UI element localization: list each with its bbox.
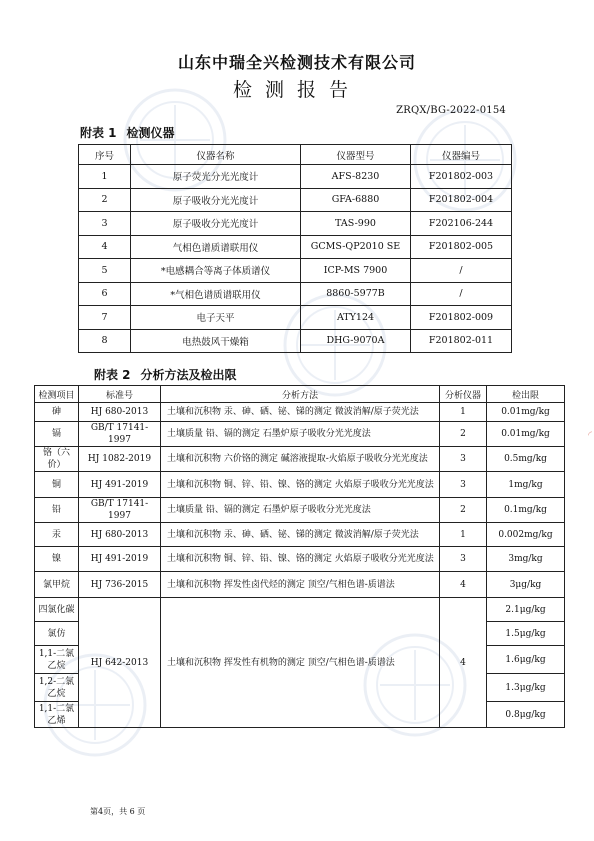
analysis-method: 土壤和沉积物 六价铬的测定 碱溶液提取-火焰原子吸收分光光度法 [161, 447, 440, 472]
instrument-name: 原子荧光分光光度计 [131, 165, 301, 189]
standard-number: HJ 491-2019 [79, 472, 161, 498]
instrument-model: ATY124 [301, 306, 411, 330]
analysis-method: 土壤和沉积物 汞、砷、硒、铋、锑的测定 微波消解/原子荧光法 [161, 403, 440, 422]
standard-number: HJ 491-2019 [79, 547, 161, 572]
table1-heading [80, 124, 175, 141]
table-row [79, 188, 512, 212]
row-index: 6 [79, 282, 131, 306]
instrument-id: F202106-244 [411, 212, 512, 236]
column-header: 仪器名称 [131, 145, 301, 165]
analysis-method: 土壤和沉积物 汞、砷、硒、铋、锑的测定 微波消解/原子荧光法 [161, 523, 440, 547]
test-item: 镉 [35, 422, 79, 447]
instrument-id: F201802-009 [411, 306, 512, 330]
table2-heading [94, 366, 237, 383]
instrument-name: 原子吸收分光光度计 [131, 188, 301, 212]
analysis-method: 土壤和沉积物 挥发性卤代烃的测定 顶空/气相色谱-质谱法 [161, 572, 440, 598]
table-header-row [79, 145, 512, 165]
table-row [35, 498, 565, 523]
instrument-id: F201802-005 [411, 235, 512, 259]
report-title: 检测报告 [232, 79, 361, 101]
detection-limit: 0.5mg/kg [487, 447, 565, 472]
instrument-name: 电子天平 [131, 306, 301, 330]
analysis-method: 土壤质量 铅、镉的测定 石墨炉原子吸收分光光度法 [161, 422, 440, 447]
standard-number: GB/T 17141-1997 [79, 498, 161, 523]
analysis-instrument: 4 [440, 598, 487, 728]
standard-number: HJ 1082-2019 [79, 447, 161, 472]
test-item: 1,1-二氯乙烯 [35, 702, 79, 728]
row-index: 8 [79, 329, 131, 353]
column-header: 分析方法 [161, 386, 440, 403]
test-item: 镍 [35, 547, 79, 572]
table-row [35, 572, 565, 598]
table-header-row [35, 386, 565, 403]
table-row [79, 282, 512, 306]
instrument-model: TAS-990 [301, 212, 411, 236]
row-index: 3 [79, 212, 131, 236]
table-row [35, 598, 565, 622]
column-header: 标准号 [79, 386, 161, 403]
column-header: 分析仪器 [440, 386, 487, 403]
table-row [79, 212, 512, 236]
test-item: 铅 [35, 498, 79, 523]
instrument-model: 8860-5977B [301, 282, 411, 306]
row-index: 5 [79, 259, 131, 283]
standard-number: HJ 680-2013 [79, 403, 161, 422]
detection-limit: 3μg/kg [487, 572, 565, 598]
analysis-method: 土壤和沉积物 铜、锌、铅、镍、铬的测定 火焰原子吸收分光光度法 [161, 472, 440, 498]
page-footer: 第4页，共 6 页 [90, 807, 146, 816]
analysis-instrument: 3 [440, 547, 487, 572]
analysis-instrument: 2 [440, 422, 487, 447]
column-header: 检出限 [487, 386, 565, 403]
table2-label-title: 分析方法及检出限 [140, 368, 237, 382]
analysis-instrument: 1 [440, 523, 487, 547]
analysis-instrument: 1 [440, 403, 487, 422]
analysis-method: 土壤和沉积物 铜、锌、铅、镍、铬的测定 火焰原子吸收分光光度法 [161, 547, 440, 572]
table-row [35, 403, 565, 422]
table-row [79, 329, 512, 353]
instrument-model: AFS-8230 [301, 165, 411, 189]
table-row [35, 422, 565, 447]
table1-label-no: 附表 1 [80, 126, 117, 140]
instrument-model: ICP-MS 7900 [301, 259, 411, 283]
instrument-model: GFA-6880 [301, 188, 411, 212]
detection-limit: 0.01mg/kg [487, 403, 565, 422]
table-row [79, 259, 512, 283]
standard-number: HJ 680-2013 [79, 523, 161, 547]
detection-limit: 0.1mg/kg [487, 498, 565, 523]
instrument-name: *电感耦合等离子体质谱仪 [131, 259, 301, 283]
table2-label-no: 附表 2 [94, 368, 131, 382]
table-row [35, 523, 565, 547]
table-row [79, 165, 512, 189]
standard-number: GB/T 17141-1997 [79, 422, 161, 447]
column-header: 仪器编号 [411, 145, 512, 165]
report-number: ZRQX/BG-2022-0154 [396, 105, 506, 116]
table-row [79, 235, 512, 259]
table-row [35, 547, 565, 572]
instrument-id: F201802-003 [411, 165, 512, 189]
test-item: 铬（六价） [35, 447, 79, 472]
detection-limit: 1.3μg/kg [487, 674, 565, 702]
analysis-method: 土壤和沉积物 挥发性有机物的测定 顶空/气相色谱-质谱法 [161, 598, 440, 728]
analysis-instrument: 3 [440, 447, 487, 472]
standard-number: HJ 736-2015 [79, 572, 161, 598]
detection-limit: 3mg/kg [487, 547, 565, 572]
instrument-name: 原子吸收分光光度计 [131, 212, 301, 236]
analysis-instrument: 2 [440, 498, 487, 523]
detection-limit: 0.01mg/kg [487, 422, 565, 447]
detection-limit: 2.1μg/kg [487, 598, 565, 622]
analysis-instrument: 3 [440, 472, 487, 498]
test-item: 氯甲烷 [35, 572, 79, 598]
detection-limit: 0.8μg/kg [487, 702, 565, 728]
detection-limit: 1.5μg/kg [487, 622, 565, 646]
instrument-id: F201802-011 [411, 329, 512, 353]
column-header: 仪器型号 [301, 145, 411, 165]
test-item: 氯仿 [35, 622, 79, 646]
column-header: 检测项目 [35, 386, 79, 403]
instrument-id: F201802-004 [411, 188, 512, 212]
instrument-name: 电热鼓风干燥箱 [131, 329, 301, 353]
test-item: 汞 [35, 523, 79, 547]
instrument-id: / [411, 259, 512, 283]
instrument-name: *气相色谱质谱联用仪 [131, 282, 301, 306]
test-item: 1,2-二氯乙烷 [35, 674, 79, 702]
instrument-model: GCMS-QP2010 SE [301, 235, 411, 259]
test-item: 四氯化碳 [35, 598, 79, 622]
test-item: 铜 [35, 472, 79, 498]
table-row [79, 306, 512, 330]
test-item: 砷 [35, 403, 79, 422]
company-name: 山东中瑞全兴检测技术有限公司 [177, 53, 416, 72]
row-index: 2 [79, 188, 131, 212]
table-row [35, 447, 565, 472]
table-row [35, 472, 565, 498]
analysis-instrument: 4 [440, 572, 487, 598]
standard-number: HJ 642-2013 [79, 598, 161, 728]
detection-limit: 1.6μg/kg [487, 646, 565, 674]
detection-limit: 1mg/kg [487, 472, 565, 498]
column-header: 序号 [79, 145, 131, 165]
test-item: 1,1-二氯乙烷 [35, 646, 79, 674]
row-index: 1 [79, 165, 131, 189]
analysis-method: 土壤质量 铅、镉的测定 石墨炉原子吸收分光光度法 [161, 498, 440, 523]
method-table [34, 385, 565, 728]
detection-limit: 0.002mg/kg [487, 523, 565, 547]
instrument-id: / [411, 282, 512, 306]
instrument-model: DHG-9070A [301, 329, 411, 353]
instrument-table [78, 144, 512, 353]
instrument-name: 气相色谱质谱联用仪 [131, 235, 301, 259]
row-index: 7 [79, 306, 131, 330]
margin-stamp-icon: ◜ [588, 430, 592, 441]
table1-label-title: 检测仪器 [126, 126, 175, 140]
row-index: 4 [79, 235, 131, 259]
